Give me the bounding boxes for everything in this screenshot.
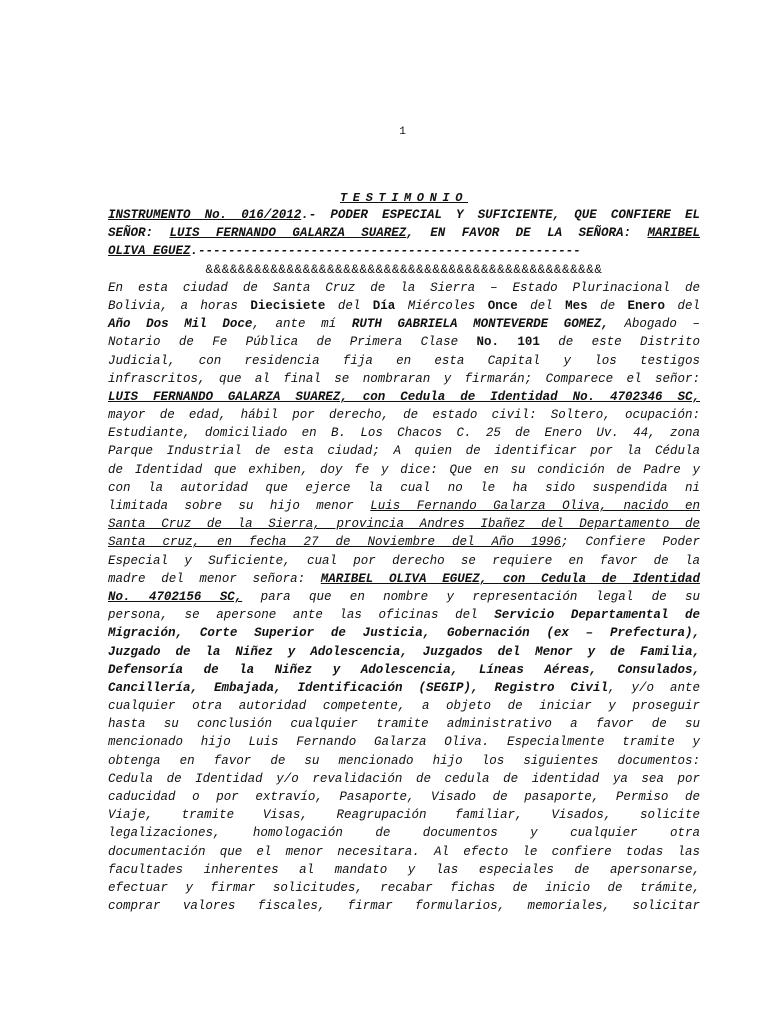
body-line: limitada sobre su hijo menor Luis Fernando Galarza Oliva, nacido en	[108, 499, 700, 513]
body-line: facultades inherentes al mandato y las especiales de apersonarse,	[108, 862, 700, 877]
body-line: mencionado hijo Luis Fernando Galarza Oliva. Especialmente tramite y	[108, 735, 700, 750]
page-number: 1	[399, 126, 406, 138]
body-line: Judicial, con residencia fija en esta Capital y los testigos	[108, 353, 700, 368]
body-line: infrascritos, que al final se nombraran y firmarán; Comparece el señor:	[108, 371, 700, 386]
body-line: comprar valores fiscales, firmar formularios, memoriales, solicitar	[108, 899, 700, 914]
document-title: TESTIMONIO	[339, 191, 468, 205]
body-line: cualquier otra autoridad competente, a objeto de iniciar y proseguir	[108, 699, 700, 714]
body-line: mayor de edad, hábil por derecho, de estado civil: Soltero, ocupación:	[108, 408, 700, 423]
body-line: Cedula de Identidad y/o revalidación de cedula de identidad ya sea por	[108, 771, 700, 786]
body-line: efectuar y firmar solicitudes, recabar fichas de inicio de trámite,	[108, 880, 700, 895]
body-line: En esta ciudad de Santa Cruz de la Sierra – Estado Plurinacional de	[108, 280, 700, 295]
body-line: Bolivia, a horas Diecisiete del Día Miércoles Once del Mes de Enero del	[108, 298, 700, 313]
grantor-name: LUIS FERNANDO GALARZA SUAREZ	[169, 226, 407, 241]
body-line: Año Dos Mil Doce, ante mí RUTH GABRIELA MONTEVERDE GOMEZ, Abogado –	[108, 317, 700, 332]
heading-text: SEÑOR:	[108, 226, 170, 241]
body-line: caducidad o por extravío, Pasaporte, Visado de pasaporte, Permiso de	[108, 790, 700, 804]
body-line: Viaje, tramite Visas, Reagrupación familiar, Visados, solicite	[108, 808, 700, 823]
body-line: Cancillería, Embajada, Identificación (SEGIP), Registro Civil, y/o ante	[108, 680, 701, 695]
body-line: legalizaciones, homologación de documentos y cualquier otra	[108, 826, 700, 841]
heading-line-1	[108, 206, 700, 224]
grantee-name: OLIVA EGUEZ	[108, 244, 191, 259]
body-line: con la autoridad que ejerce la cual no le ha sido suspendida ni	[108, 480, 700, 495]
body-line: Migración, Corte Superior de Justicia, Gobernación (ex – Prefectura),	[108, 626, 700, 641]
document-body	[108, 206, 700, 915]
instrument-number: INSTRUMENTO No. 016/2012	[108, 208, 302, 222]
body-line: Santa cruz, en fecha 27 de Noviembre del Año 1996; Confiere Poder	[108, 535, 700, 550]
body-line: No. 4702156 SC, para que en nombre y representación legal de su	[108, 589, 700, 604]
ampersand-separator: &&&&&&&&&&&&&&&&&&&&&&&&&&&&&&&&&&&&&&&&&&&&&&&&&	[205, 262, 603, 277]
body-line: Estudiante, domiciliado en B. Los Chacos C. 25 de Enero Uv. 44, zona	[108, 426, 700, 441]
body-line: LUIS FERNANDO GALARZA SUAREZ, con Cedula de Identidad No. 4702346 SC,	[108, 389, 700, 404]
heading-line-3	[108, 242, 700, 260]
heading-text: , EN FAVOR DE LA SEÑORA:	[406, 226, 648, 241]
body-line: hasta su conclusión cualquier tramite administrativo a favor de su	[108, 717, 700, 732]
body-line: obtenga en favor de su mencionado hijo los siguientes documentos:	[108, 753, 700, 768]
heading-text: .- PODER ESPECIAL Y SUFICIENTE, QUE CONFIERE EL	[301, 208, 700, 222]
body-line: de Identidad que exhiben, doy fe y dice: Que en su condición de Padre y	[108, 462, 700, 477]
heading-dashes: .---------------------------------------------------	[190, 244, 581, 259]
body-line: documentación que el menor necesitara. Al efecto le confiere todas las	[108, 844, 700, 859]
body-line: Defensoría de la Niñez y Adolescencia, Líneas Aéreas, Consulados,	[108, 662, 700, 677]
grantee-name: MARIBEL	[647, 226, 700, 241]
body-line: Parque Industrial de esta ciudad; A quien de identificar por la Cédula	[108, 444, 700, 459]
body-line: madre del menor señora: MARIBEL OLIVA EGUEZ, con Cedula de Identidad	[108, 571, 700, 586]
body-line: Especial y Suficiente, cual por derecho se requiere en favor de la	[108, 553, 700, 568]
heading-line-2	[108, 224, 700, 242]
body-line: Santa Cruz de la Sierra, provincia Andres Ibañez del Departamento de	[108, 517, 700, 532]
body-line: Juzgado de la Niñez y Adolescencia, Juzgados del Menor y de Familia,	[108, 644, 700, 659]
body-line: Notario de Fe Pública de Primera Clase No. 101 de este Distrito	[108, 335, 700, 350]
body-line: persona, se apersone ante las oficinas del Servicio Departamental de	[108, 608, 700, 623]
